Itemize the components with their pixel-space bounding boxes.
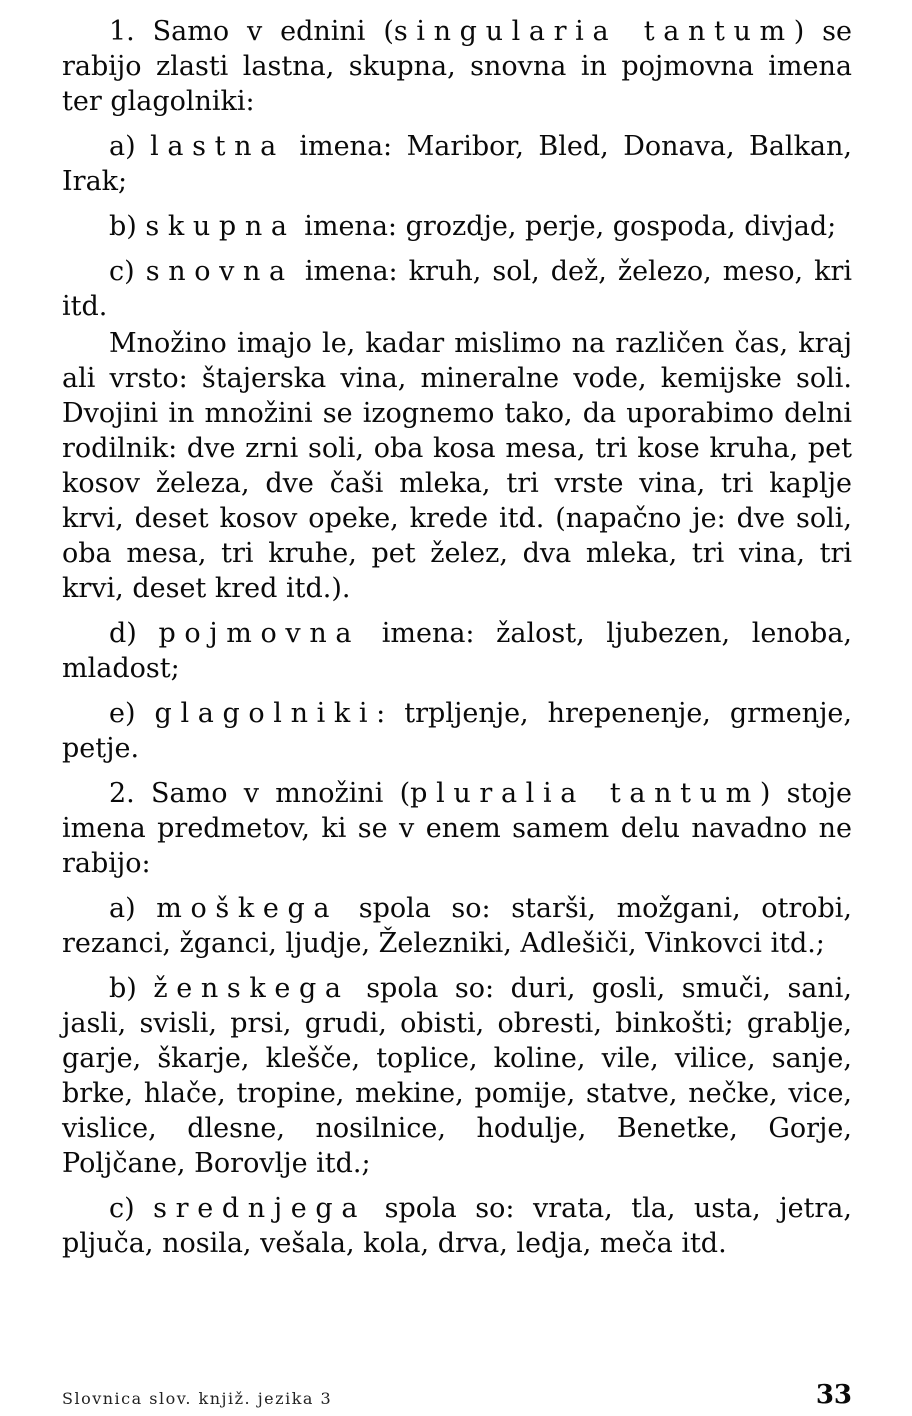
item-skupna-imena bbox=[62, 209, 852, 244]
item-text: imena: žalost, ljubezen, lenoba, mladost; bbox=[62, 618, 852, 684]
paragraph-singularia-tantum bbox=[62, 14, 852, 119]
item-snovna-imena bbox=[62, 254, 852, 324]
page-body bbox=[62, 14, 852, 1261]
item-srednjega-spola bbox=[62, 1191, 852, 1261]
item-label: b) bbox=[109, 973, 154, 1004]
item-text: spola so: starši, možgani, otrobi, rezanci, žganci, ljudje, Železniki, Adlešiči, Vinkovci itd.; bbox=[62, 893, 852, 959]
item-label: c) bbox=[109, 1193, 154, 1224]
item-label: e) bbox=[109, 698, 155, 729]
item-text: spola so: vrata, tla, usta, jetra, pljuča, nosila, vešala, kola, drva, ledja, meča itd. bbox=[62, 1193, 852, 1259]
page-footer bbox=[62, 1378, 852, 1414]
item-moskega-spola bbox=[62, 891, 852, 961]
item-label: a) bbox=[109, 893, 157, 924]
item-zenskega-spola bbox=[62, 971, 852, 1181]
item-pojmovna-imena bbox=[62, 616, 852, 686]
spaced-term: srednjega bbox=[153, 1193, 367, 1224]
paragraph-text: ) se rabijo zlasti lastna, skupna, snovna in pojmovna imena ter glagolniki: bbox=[62, 16, 852, 117]
paragraph-lead: 1. Samo v ednini ( bbox=[109, 16, 394, 47]
spaced-term: lastna bbox=[150, 131, 285, 162]
item-text: spola so: duri, gosli, smuči, sani, jasli, svisli, prsi, grudi, obisti, obresti, binkošti; grablje, garje, škarje, klešče, toplice, koline, vile, vilice, sanje, brke, hlače, tropine, mekine, pomije, statve, nečke, vice, vislice, dlesne, nosilnice, hodulje, Benetke, Gorje, Poljčane, Borovlje itd.; bbox=[62, 973, 852, 1179]
item-label: c) bbox=[109, 256, 146, 287]
paragraph-mnozina-note: Množino imajo le, kadar mislimo na različen čas, kraj ali vrsto: štajerska vina, mineralne vode, kemijske soli. Dvojini in množini se izognemo tako, da uporabimo delni rodilnik: dve zrni soli, oba kosa mesa, tri kose kruha, pet kosov železa, dve čaši mleka, tri vrste vina, tri kaplje krvi, deset kosov opeke, krede itd. (napačno je: dve soli, oba mesa, tri kruhe, pet želez, dva mleka, tri vina, tri krvi, deset kred itd.). bbox=[62, 328, 852, 604]
item-label: d) bbox=[109, 618, 159, 649]
item-lastna-imena bbox=[62, 129, 852, 199]
paragraph-pluralia-tantum bbox=[62, 776, 852, 881]
item-label: b) bbox=[109, 211, 146, 242]
page-number: 33 bbox=[815, 1380, 852, 1410]
item-text: imena: kruh, sol, dež, železo, meso, kri itd. bbox=[62, 256, 852, 322]
item-glagolniki bbox=[62, 696, 852, 766]
spaced-term: ženskega bbox=[153, 973, 350, 1004]
item-label: a) bbox=[109, 131, 151, 162]
spaced-term: moškega bbox=[156, 893, 339, 924]
signature-line: Slovnica slov. knjiž. jezika 3 bbox=[62, 1389, 333, 1408]
spaced-term: glagolniki bbox=[154, 698, 377, 729]
paragraph-text: ) stoje imena predmetov, ki se v enem samem delu navadno ne rabijo: bbox=[62, 778, 852, 879]
spaced-term: pojmovna bbox=[158, 618, 361, 649]
item-text: : trpljenje, hrepenenje, grmenje, petje. bbox=[62, 698, 852, 764]
spaced-term: singularia tantum bbox=[393, 16, 794, 47]
paragraph-lead: 2. Samo v množini ( bbox=[109, 778, 411, 809]
spaced-term: pluralia tantum bbox=[410, 778, 760, 809]
spaced-term: skupna bbox=[145, 211, 296, 242]
item-text: imena: grozdje, perje, gospoda, divjad; bbox=[295, 211, 837, 242]
item-text: imena: Maribor, Bled, Donava, Balkan, Irak; bbox=[62, 131, 852, 197]
spaced-term: snovna bbox=[145, 256, 294, 287]
